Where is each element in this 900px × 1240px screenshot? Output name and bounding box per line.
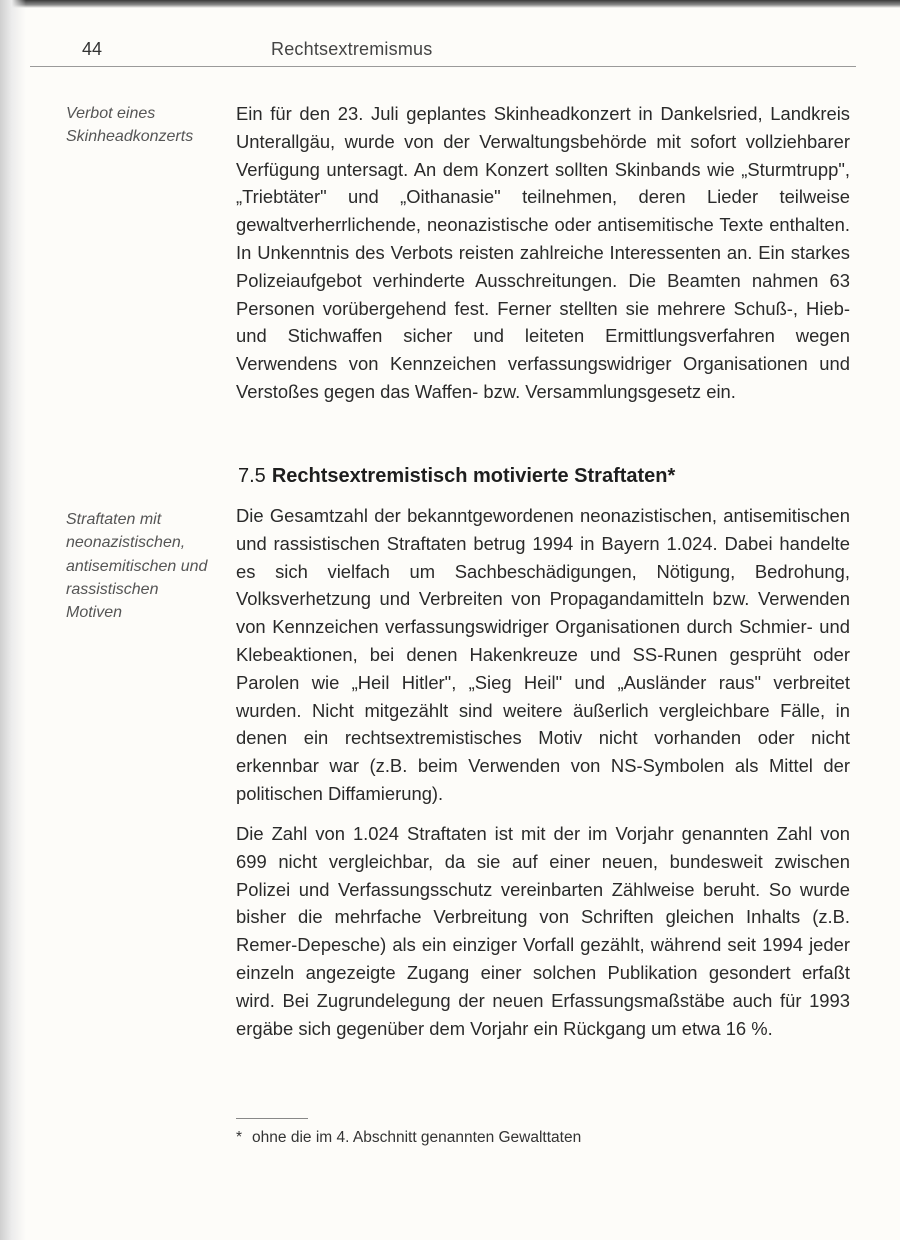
margin-note-skinhead-concert: Verbot eines Skinheadkonzerts — [66, 105, 194, 146]
page-scan-left-edge — [0, 0, 26, 1240]
page-scan-top-edge — [0, 0, 900, 8]
footnote-text: ohne die im 4. Abschnitt genannten Gewalttaten — [252, 1129, 582, 1146]
page-header — [30, 36, 856, 67]
footnote — [236, 1127, 850, 1149]
paragraph-skinhead-concert: Ein für den 23. Juli geplantes Skinheadkonzert in Dankelsried, Landkreis Unterallgäu, wurde von der Verwaltungsbehörde mit sofort vollziehbarer Verfügung untersagt. An dem Konzert sollten Skinbands wie „Sturmtrupp", „Triebtäter" und „Oithanasie" teilnehmen, deren Lieder teilweise gewaltverherrlichende, neonazistische oder antisemitische Texte enthalten. In Unkenntnis des Verbots reisten zahlreiche Interessenten an. Ein starkes Polizeiaufgebot verhinderte Ausschreitungen. Die Beamten nahmen 63 Personen vorübergehend fest. Ferner stellten sie mehrere Schuß-, Hieb- und Stichwaffen sicher und leiteten Ermittlungsverfahren wegen Verwendens von Kennzeichen verfassungswidriger Organisationen und Verstoßes gegen das Waffen- bzw. Versammlungsgesetz ein. — [236, 103, 850, 402]
footnote-marker: * — [236, 1129, 243, 1146]
section-title: Rechtsextremistisch motivierte Straftaten* — [271, 465, 676, 487]
running-head: Rechtsextremismus — [271, 39, 433, 59]
margin-note-criminal-offences: Straftaten mit neonazistischen, antisemitischen und rassistischen Motiven — [66, 511, 208, 622]
footnote-divider — [236, 1118, 308, 1119]
section-heading — [238, 462, 850, 490]
section-number: 7.5 — [238, 465, 266, 487]
page-number: 44 — [82, 39, 103, 59]
paragraph-counting-method: Die Zahl von 1.024 Straftaten ist mit der im Vorjahr genannten Zahl von 699 nicht vergleichbar, da sie auf einer neuen, bundesweit zwischen Polizei und Verfassungsschutz vereinbarten Zählweise beruht. So wurde bisher die mehrfache Verbreitung von Schriften gleichen Inhalts (z.B. Remer-Depesche) als ein einziger Vorfall gezählt, während seit 1994 jeder einzeln angezeigte Zugang einer solchen Publikation gesondert erfaßt wird. Bei Zugrundelegung der neuen Erfassungsmaßstäbe auch für 1993 ergäbe sich gegenüber dem Vorjahr ein Rückgang um etwa 16 %. — [236, 823, 850, 1039]
paragraph-offence-totals: Die Gesamtzahl der bekanntgewordenen neonazistischen, antisemitischen und rassistischen Straftaten betrug 1994 in Bayern 1.024. Dabei handelte es sich vielfach um Sachbeschädigungen, Nötigung, Bedrohung, Volksverhetzung und Verbreiten von Propagandamitteln bzw. Verwenden von Kennzeichen verfassungswidriger Organisationen durch Schmier- und Klebeaktionen, bei denen Hakenkreuze und SS-Runen gesprüht oder Parolen wie „Heil Hitler", „Sieg Heil" und „Ausländer raus" verbreitet wurden. Nicht mitgezählt sind weitere äußerlich vergleichbare Fälle, in denen ein rechtsextremistisches Motiv nicht vorhanden oder nicht erkennbar war (z.B. beim Verwenden von NS-Symbolen als Mittel der politischen Diffamierung). — [236, 505, 850, 804]
